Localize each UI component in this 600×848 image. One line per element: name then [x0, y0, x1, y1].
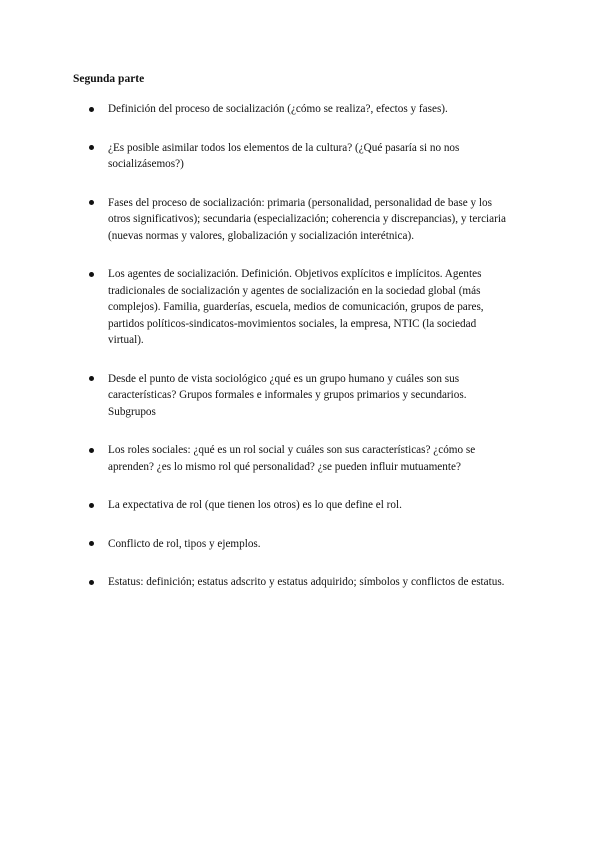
list-item-text: Desde el punto de vista sociológico ¿qué es un grupo humano y cuáles son sus características? Grupos formales e informales y grupos primarios y secundarios. Subgrupos [108, 372, 467, 418]
list-item [0, 195, 508, 245]
list-item [0, 497, 508, 514]
section-heading: Segunda parte [73, 73, 145, 85]
list-item-text: Los roles sociales: ¿qué es un rol social y cuáles son sus características? ¿cómo se aprenden? ¿es lo mismo rol qué personalidad? ¿se pueden influir mutuamente? [108, 444, 476, 473]
bullet-icon [89, 580, 94, 585]
list-item [0, 140, 508, 173]
list-item-text: ¿Es posible asimilar todos los elementos de la cultura? (¿Qué pasaría si no nos socializásemos?) [108, 141, 460, 170]
bullet-icon [89, 145, 94, 150]
list-item [0, 574, 508, 591]
list-item-text: Estatus: definición; estatus adscrito y estatus adquirido; símbolos y conflictos de estatus. [108, 576, 505, 588]
list-item-text: La expectativa de rol (que tienen los otros) es lo que define el rol. [108, 499, 402, 511]
list-item [0, 536, 508, 553]
bullet-icon [89, 107, 94, 112]
topic-list [0, 101, 600, 613]
bullet-icon [89, 376, 94, 381]
list-item-text: Fases del proceso de socialización: primaria (personalidad, personalidad de base y los otros significativos); secundaria (especialización; coherencia y discrepancias), y terciaria (nuevas normas y valores, globalización y socialización interétnica). [108, 196, 506, 242]
list-item-text: Conflicto de rol, tipos y ejemplos. [108, 537, 261, 550]
bullet-icon [89, 503, 94, 508]
list-item-text: Los agentes de socialización. Definición. Objetivos explícitos e implícitos. Agentes tradicionales de socialización y agentes de socialización en la sociedad global (más complejos). Familia, guarderías, escuela, medios de comunicación, grupos de pares, partidos políticos-sindicatos-movimientos sociales, la empresa, NTIC (la sociedad virtual). [108, 268, 484, 346]
bullet-icon [89, 200, 94, 205]
list-item [0, 371, 508, 421]
list-item [0, 266, 508, 349]
bullet-icon [89, 448, 94, 453]
list-item [0, 442, 508, 475]
bullet-icon [89, 272, 94, 277]
list-item [0, 101, 508, 118]
bullet-icon [89, 541, 94, 546]
list-item-text: Definición del proceso de socialización (¿cómo se realiza?, efectos y fases). [108, 103, 448, 115]
